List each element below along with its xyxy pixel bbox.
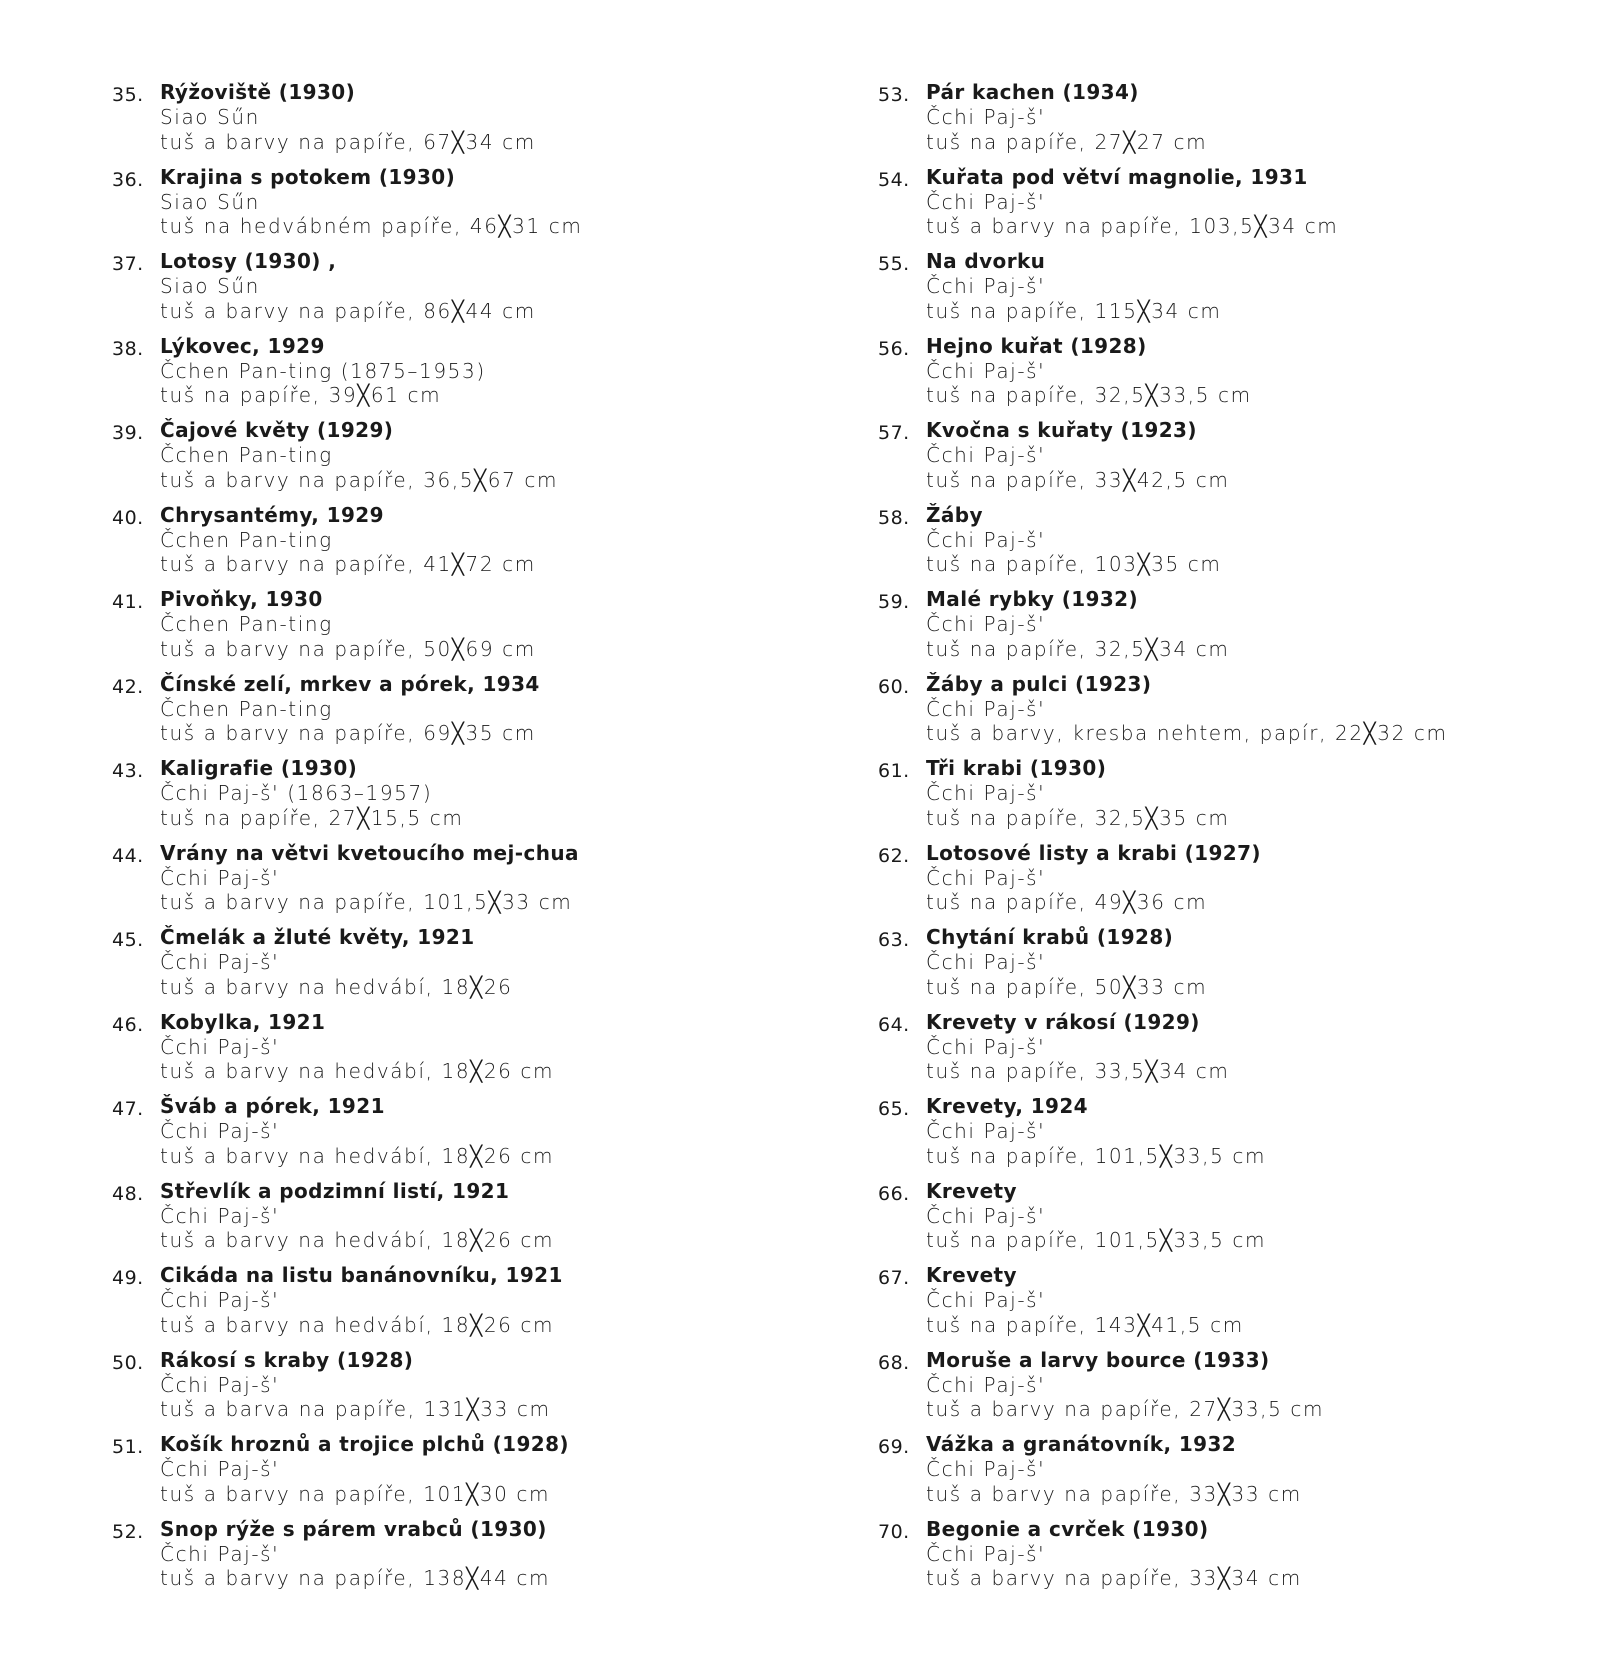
catalogue-entry bbox=[112, 418, 812, 503]
entry-text bbox=[926, 925, 1207, 999]
entry-text bbox=[160, 672, 540, 746]
catalogue-entry bbox=[878, 1517, 1578, 1602]
entry-medium: tuš na papíře, 101,5╳33,5 cm bbox=[926, 1143, 1267, 1168]
entry-medium: tuš a barvy na hedvábí, 18╳26 cm bbox=[160, 1143, 555, 1168]
catalogue-entry bbox=[878, 925, 1578, 1010]
entry-text bbox=[926, 1010, 1229, 1084]
entry-title: Čmelák a žluté květy, 1921 bbox=[160, 925, 475, 949]
entry-medium: tuš a barvy na papíře, 101╳30 cm bbox=[160, 1481, 551, 1506]
entry-medium: tuš na papíře, 27╳27 cm bbox=[926, 129, 1208, 154]
entry-text bbox=[926, 1263, 1244, 1337]
entry-text bbox=[160, 418, 558, 492]
entry-text bbox=[160, 1010, 554, 1084]
entry-title: Hejno kuřat (1928) bbox=[926, 333, 1147, 358]
entry-number: 50. bbox=[112, 1351, 144, 1374]
entry-text bbox=[926, 1094, 1266, 1168]
entry-title: Chytání krabů (1928) bbox=[926, 925, 1174, 949]
entry-title: Snop rýže s párem vrabců (1930) bbox=[160, 1516, 547, 1541]
entry-number: 59. bbox=[878, 591, 910, 613]
catalogue-entry bbox=[112, 756, 812, 841]
entry-number: 41. bbox=[112, 591, 144, 613]
catalogue-entry bbox=[112, 672, 812, 757]
entry-artist: Čchi Paj-š' bbox=[926, 781, 1046, 805]
entry-artist: Čchi Paj-š' bbox=[926, 443, 1046, 467]
entry-artist: Čchi Paj-š' bbox=[926, 527, 1046, 552]
entry-artist: Čchi Paj-š' bbox=[926, 1372, 1046, 1397]
entry-number: 61. bbox=[878, 760, 910, 782]
entry-number: 65. bbox=[878, 1098, 910, 1120]
entry-artist: Čchi Paj-š' bbox=[926, 696, 1046, 721]
entry-text bbox=[926, 503, 1222, 577]
entry-title: Pivoňky, 1930 bbox=[160, 587, 323, 611]
entry-text bbox=[926, 1348, 1324, 1422]
entry-title: Čínské zelí, mrkev a pórek, 1934 bbox=[160, 671, 540, 696]
entry-medium: tuš na papíře, 101,5╳33,5 cm bbox=[926, 1228, 1267, 1252]
catalogue-entry bbox=[112, 925, 812, 1010]
entry-title: Čajové květy (1929) bbox=[160, 418, 394, 442]
entry-number: 58. bbox=[878, 506, 910, 529]
entry-medium: tuš na papíře, 49╳36 cm bbox=[926, 890, 1208, 914]
entry-number: 42. bbox=[112, 675, 144, 698]
entry-title: Kuřata pod větví magnolie, 1931 bbox=[926, 164, 1308, 189]
entry-artist: Čchi Paj-š' bbox=[926, 1119, 1046, 1143]
entry-artist: Čchi Paj-š' bbox=[926, 1541, 1046, 1566]
entry-medium: tuš na papíře, 33,5╳34 cm bbox=[926, 1059, 1230, 1083]
entry-artist: Siao Sűn bbox=[160, 105, 260, 129]
entry-text bbox=[926, 1179, 1266, 1253]
entry-title: Pár kachen (1934) bbox=[926, 80, 1139, 104]
catalogue-column-right bbox=[878, 80, 1578, 1601]
catalogue-entry bbox=[878, 1432, 1578, 1517]
entry-title: Vrány na větvi kvetoucího mej-chua bbox=[160, 840, 579, 865]
entry-number: 67. bbox=[878, 1267, 910, 1289]
catalogue-entry bbox=[878, 165, 1578, 250]
entry-number: 62. bbox=[878, 844, 910, 867]
catalogue-entry bbox=[878, 503, 1578, 588]
entry-medium: tuš a barvy na papíře, 36,5╳67 cm bbox=[160, 467, 559, 492]
entry-text bbox=[160, 1094, 554, 1168]
entry-text bbox=[160, 1263, 563, 1337]
entry-title: Lotosy (1930) , bbox=[160, 249, 337, 273]
entry-medium: tuš a barvy na papíře, 103,5╳34 cm bbox=[926, 214, 1339, 238]
catalogue-entry bbox=[878, 1094, 1578, 1179]
entry-medium: tuš a barvy na papíře, 101,5╳33 cm bbox=[160, 890, 573, 914]
entry-artist: Čchi Paj-š' bbox=[926, 189, 1046, 214]
catalogue-entry bbox=[878, 756, 1578, 841]
entry-medium: tuš a barvy, kresba nehtem, papír, 22╳32 cm bbox=[926, 721, 1448, 745]
entry-artist: Čchi Paj-š' bbox=[160, 1541, 280, 1566]
entry-text bbox=[926, 80, 1207, 154]
entry-medium: tuš na papíře, 50╳33 cm bbox=[926, 974, 1208, 999]
entry-title: Krevety bbox=[926, 1263, 1017, 1287]
entry-text bbox=[926, 672, 1448, 746]
entry-medium: tuš na papíře, 33╳42,5 cm bbox=[926, 467, 1230, 492]
entry-artist: Čchi Paj-š' bbox=[926, 274, 1046, 298]
catalogue-entry bbox=[112, 1263, 812, 1348]
entry-text bbox=[160, 925, 512, 999]
entry-title: Kobylka, 1921 bbox=[160, 1009, 326, 1034]
entry-artist: Čchi Paj-š' bbox=[160, 1034, 280, 1059]
entry-artist: Čchi Paj-š' bbox=[160, 865, 280, 890]
entry-title: Kaligrafie (1930) bbox=[160, 756, 358, 780]
entry-title: Rýžoviště (1930) bbox=[160, 80, 356, 104]
entry-medium: tuš na papíře, 143╳41,5 cm bbox=[926, 1312, 1244, 1337]
entry-artist: Čchi Paj-š' bbox=[926, 1288, 1046, 1312]
entry-artist: Siao Sűn bbox=[160, 274, 260, 298]
entry-number: 57. bbox=[878, 422, 910, 444]
entry-text bbox=[926, 587, 1229, 661]
catalogue-entry bbox=[878, 1010, 1578, 1095]
entry-number: 46. bbox=[112, 1013, 144, 1036]
entry-artist: Čchi Paj-š' bbox=[926, 950, 1046, 974]
entry-artist: Siao Sűn bbox=[160, 189, 260, 214]
entry-artist: Čchen Pan-ting bbox=[160, 527, 333, 552]
entry-medium: tuš na papíře, 39╳61 cm bbox=[160, 383, 442, 407]
entry-number: 37. bbox=[112, 253, 144, 275]
entry-title: Krajina s potokem (1930) bbox=[160, 164, 456, 189]
entry-artist: Čchi Paj-š' bbox=[926, 1203, 1046, 1228]
entry-text bbox=[160, 1517, 550, 1591]
entry-text bbox=[160, 80, 536, 154]
entry-medium: tuš a barvy na hedvábí, 18╳26 cm bbox=[160, 1312, 555, 1337]
entry-medium: tuš a barva na papíře, 131╳33 cm bbox=[160, 1397, 551, 1421]
entry-artist: Čchen Pan-ting (1875–1953) bbox=[160, 358, 486, 383]
entry-medium: tuš na papíře, 103╳35 cm bbox=[926, 552, 1222, 576]
catalogue-entry bbox=[878, 672, 1578, 757]
catalogue-entry bbox=[878, 1263, 1578, 1348]
entry-title: Lýkovec, 1929 bbox=[160, 333, 325, 358]
entry-text bbox=[160, 249, 536, 323]
entry-number: 47. bbox=[112, 1098, 144, 1120]
entry-title: Žáby a pulci (1923) bbox=[926, 671, 1152, 696]
entry-medium: tuš a barvy na papíře, 33╳33 cm bbox=[926, 1481, 1302, 1506]
entry-artist: Čchi Paj-š' bbox=[160, 1372, 280, 1397]
catalogue-entry bbox=[112, 1179, 812, 1264]
entry-number: 54. bbox=[878, 168, 910, 191]
entry-medium: tuš na papíře, 27╳15,5 cm bbox=[160, 805, 464, 830]
entry-number: 35. bbox=[112, 84, 144, 106]
catalogue-entry bbox=[112, 587, 812, 672]
entry-text bbox=[160, 165, 582, 239]
catalogue-entry bbox=[112, 334, 812, 419]
entry-title: Krevety, 1924 bbox=[926, 1094, 1088, 1118]
entry-artist: Čchi Paj-š' bbox=[926, 358, 1046, 383]
catalogue-entry bbox=[112, 841, 812, 926]
catalogue-entry bbox=[112, 1010, 812, 1095]
entry-artist: Čchen Pan-ting bbox=[160, 696, 333, 721]
entry-medium: tuš na papíře, 32,5╳33,5 cm bbox=[926, 383, 1252, 407]
entry-number: 39. bbox=[112, 422, 144, 444]
entry-title: Malé rybky (1932) bbox=[926, 587, 1139, 611]
entry-text bbox=[926, 841, 1261, 915]
entry-text bbox=[926, 165, 1338, 239]
catalogue-entry bbox=[112, 165, 812, 250]
entry-artist: Čchi Paj-š' bbox=[926, 612, 1046, 636]
entry-title: Moruše a larvy bource (1933) bbox=[926, 1347, 1270, 1372]
entry-text bbox=[926, 334, 1252, 408]
entry-medium: tuš a barvy na hedvábí, 18╳26 cm bbox=[160, 1228, 555, 1252]
entry-number: 51. bbox=[112, 1436, 144, 1458]
entry-artist: Čchi Paj-š' bbox=[160, 1203, 280, 1228]
entry-artist: Čchi Paj-š' bbox=[926, 105, 1046, 129]
entry-number: 48. bbox=[112, 1182, 144, 1205]
entry-text bbox=[926, 418, 1229, 492]
entry-text bbox=[160, 587, 536, 661]
entry-artist: Čchi Paj-š' bbox=[926, 1457, 1046, 1481]
entry-text bbox=[160, 1348, 551, 1422]
entry-title: Krevety v rákosí (1929) bbox=[926, 1009, 1200, 1034]
entry-medium: tuš a barvy na papíře, 86╳44 cm bbox=[160, 298, 536, 323]
catalogue-entry bbox=[878, 1348, 1578, 1433]
entry-title: Begonie a cvrček (1930) bbox=[926, 1516, 1209, 1541]
entry-title: Krevety bbox=[926, 1178, 1017, 1203]
entry-number: 45. bbox=[112, 929, 144, 951]
entry-number: 38. bbox=[112, 337, 144, 360]
entry-medium: tuš a barvy na papíře, 67╳34 cm bbox=[160, 129, 536, 154]
entry-medium: tuš na hedvábném papíře, 46╳31 cm bbox=[160, 214, 583, 238]
catalogue-entry bbox=[878, 80, 1578, 165]
entry-text bbox=[160, 756, 463, 830]
entry-text bbox=[160, 841, 579, 915]
catalogue-entry bbox=[112, 249, 812, 334]
entry-title: Rákosí s kraby (1928) bbox=[160, 1347, 414, 1372]
entry-number: 66. bbox=[878, 1182, 910, 1205]
entry-title: Vážka a granátovník, 1932 bbox=[926, 1432, 1237, 1456]
catalogue-entry bbox=[878, 841, 1578, 926]
entry-title: Chrysantémy, 1929 bbox=[160, 502, 384, 527]
entry-medium: tuš a barvy na papíře, 33╳34 cm bbox=[926, 1566, 1302, 1590]
catalogue-entry bbox=[112, 503, 812, 588]
entry-title: Šváb a pórek, 1921 bbox=[160, 1094, 385, 1118]
entry-number: 53. bbox=[878, 84, 910, 106]
entry-text bbox=[160, 503, 536, 577]
entry-title: Žáby bbox=[926, 502, 983, 527]
entry-title: Kvočna s kuřaty (1923) bbox=[926, 418, 1197, 442]
entry-text bbox=[160, 334, 486, 408]
entry-text bbox=[926, 1432, 1302, 1506]
entry-medium: tuš a barvy na papíře, 69╳35 cm bbox=[160, 721, 536, 745]
entry-medium: tuš na papíře, 115╳34 cm bbox=[926, 298, 1222, 323]
catalogue-entry bbox=[112, 1517, 812, 1602]
entry-medium: tuš a barvy na papíře, 138╳44 cm bbox=[160, 1566, 551, 1590]
entry-medium: tuš a barvy na papíře, 27╳33,5 cm bbox=[926, 1397, 1325, 1421]
entry-title: Na dvorku bbox=[926, 249, 1046, 273]
entry-artist: Čchi Paj-š' bbox=[160, 1119, 280, 1143]
catalogue-entry bbox=[878, 334, 1578, 419]
entry-title: Střevlík a podzimní listí, 1921 bbox=[160, 1178, 510, 1203]
entry-text bbox=[926, 756, 1229, 830]
entry-number: 63. bbox=[878, 929, 910, 951]
entry-title: Lotosové listy a krabi (1927) bbox=[926, 840, 1261, 865]
entry-title: Cikáda na listu banánovníku, 1921 bbox=[160, 1263, 563, 1287]
entry-artist: Čchen Pan-ting bbox=[160, 443, 333, 467]
entry-number: 36. bbox=[112, 168, 144, 191]
entry-number: 44. bbox=[112, 844, 144, 867]
entry-artist: Čchi Paj-š' bbox=[926, 1034, 1046, 1059]
entry-number: 64. bbox=[878, 1013, 910, 1036]
entry-medium: tuš a barvy na hedvábí, 18╳26 cm bbox=[160, 1059, 555, 1083]
entry-artist: Čchi Paj-š' (1863–1957) bbox=[160, 781, 433, 805]
entry-number: 68. bbox=[878, 1351, 910, 1374]
catalogue-entry bbox=[112, 1094, 812, 1179]
entry-text bbox=[926, 249, 1222, 323]
entry-title: Košík hroznů a trojice plchů (1928) bbox=[160, 1432, 569, 1456]
entry-medium: tuš na papíře, 32,5╳34 cm bbox=[926, 636, 1230, 661]
entry-number: 69. bbox=[878, 1436, 910, 1458]
catalogue-entry bbox=[878, 418, 1578, 503]
entry-medium: tuš a barvy na papíře, 41╳72 cm bbox=[160, 552, 536, 576]
catalogue-column-left bbox=[112, 80, 812, 1601]
catalogue-entry bbox=[112, 1348, 812, 1433]
entry-medium: tuš na papíře, 32,5╳35 cm bbox=[926, 805, 1230, 830]
entry-number: 56. bbox=[878, 337, 910, 360]
entry-title: Tři krabi (1930) bbox=[926, 756, 1107, 780]
entry-number: 49. bbox=[112, 1267, 144, 1289]
entry-artist: Čchi Paj-š' bbox=[160, 950, 280, 974]
entry-artist: Čchi Paj-š' bbox=[926, 865, 1046, 890]
entry-text bbox=[926, 1517, 1302, 1591]
catalogue-entry bbox=[112, 80, 812, 165]
entry-number: 55. bbox=[878, 253, 910, 275]
entry-text bbox=[160, 1432, 569, 1506]
catalogue-entry bbox=[878, 1179, 1578, 1264]
entry-number: 70. bbox=[878, 1520, 910, 1543]
entry-artist: Čchen Pan-ting bbox=[160, 612, 333, 636]
catalogue-entry bbox=[878, 249, 1578, 334]
entry-text bbox=[160, 1179, 554, 1253]
entry-number: 43. bbox=[112, 760, 144, 782]
catalogue-entry bbox=[112, 1432, 812, 1517]
entry-number: 60. bbox=[878, 675, 910, 698]
entry-artist: Čchi Paj-š' bbox=[160, 1457, 280, 1481]
entry-medium: tuš a barvy na papíře, 50╳69 cm bbox=[160, 636, 536, 661]
entry-number: 52. bbox=[112, 1520, 144, 1543]
catalogue-entry bbox=[878, 587, 1578, 672]
entry-medium: tuš a barvy na hedvábí, 18╳26 bbox=[160, 974, 513, 999]
entry-number: 40. bbox=[112, 506, 144, 529]
entry-artist: Čchi Paj-š' bbox=[160, 1288, 280, 1312]
